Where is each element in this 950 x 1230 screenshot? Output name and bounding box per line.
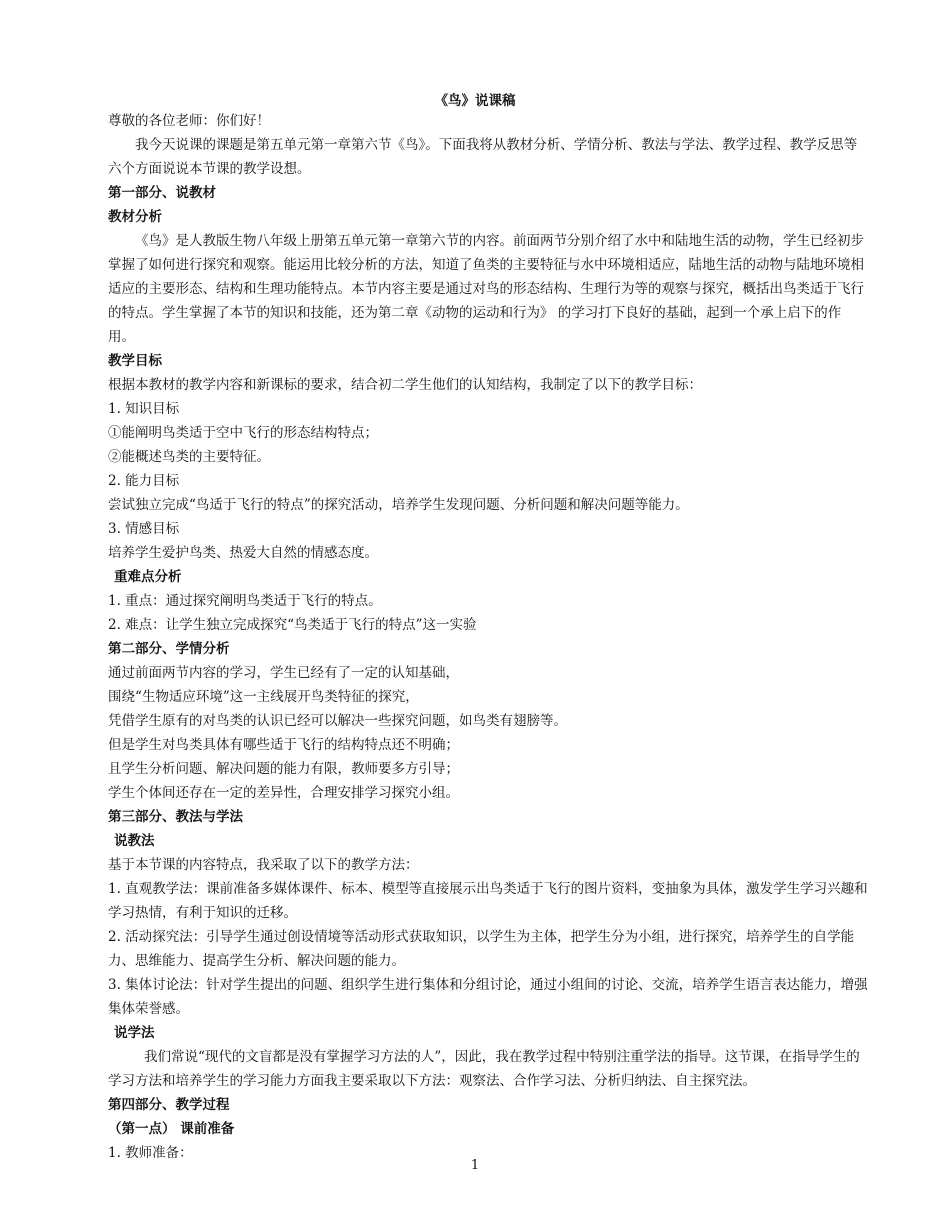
section-heading: 第二部分、学情分析: [108, 641, 230, 657]
page-number: 1: [470, 1158, 480, 1173]
document-body: [108, 109, 868, 1165]
paragraph: 2. 难点：让学生独立完成探究“鸟类适于飞行的特点”这一实验: [108, 617, 477, 633]
document-title: 《鸟》说课稿: [434, 93, 516, 109]
subsection-heading: 说教法: [114, 833, 155, 849]
section-heading: 第一部分、说教材: [108, 185, 216, 201]
section-heading: （第一点） 课前准备: [108, 1121, 235, 1137]
paragraph: 2. 活动探究法：引导学生通过创设情境等活动形式获取知识，以学生为主体，把学生分为小组，进行探究，培养学生的自学能力、思维能力、提高学生分析、解决问题的能力。: [108, 929, 855, 969]
paragraph: 学生个体间还存在一定的差异性，合理安排学习探究小组。: [108, 785, 459, 801]
paragraph: 基于本节课的内容特点，我采取了以下的教学方法：: [108, 857, 419, 873]
paragraph: 尝试独立完成“鸟适于飞行的特点”的探究活动，培养学生发现问题、分析问题和解决问题等能力。: [108, 497, 689, 513]
subsection-heading: 重难点分析: [114, 569, 182, 585]
section-heading: 第四部分、教学过程: [108, 1097, 230, 1113]
section-heading: 教材分析: [108, 209, 162, 225]
section-heading: 教学目标: [108, 353, 162, 369]
paragraph: 凭借学生原有的对鸟类的认识已经可以解决一些探究问题，如鸟类有翅膀等。: [108, 713, 567, 729]
paragraph: 3. 情感目标: [108, 521, 180, 537]
paragraph: 培养学生爱护鸟类、热爱大自然的情感态度。: [108, 545, 378, 561]
subsection-heading: 说学法: [114, 1025, 155, 1041]
paragraph: 且学生分析问题、解决问题的能力有限，教师要多方引导；: [108, 761, 459, 777]
paragraph: 但是学生对鸟类具体有哪些适于飞行的结构特点还不明确；: [108, 737, 459, 753]
paragraph: 我今天说课的课题是第五单元第一章第六节《鸟》。下面我将从教材分析、学情分析、教法与学法、教学过程、教学反思等六个方面说说本节课的教学设想。: [108, 137, 858, 177]
paragraph: 围绕“生物适应环境”这一主线展开鸟类特征的探究，: [108, 689, 419, 705]
paragraph: 《鸟》是人教版生物八年级上册第五单元第一章第六节的内容。前面两节分别介绍了水中和陆地生活的动物，学生已经初步掌握了如何进行探究和观察。能运用比较分析的方法，知道了鱼类的主要特征与水中环境相适应，陆地生活的动物与陆地环境相适应的主要形态、结构和生理功能特点。本节内容主要是通过对鸟的形态结构、生理行为等的观察与探究，概括出鸟类适于飞行的特点。学生掌握了本节的知识和技能，还为第二章《动物的运动和行为》 的学习打下良好的基础，起到一个承上启下的作用。: [108, 233, 864, 345]
paragraph: 1. 知识目标: [108, 401, 180, 417]
section-heading: 第三部分、教法与学法: [108, 809, 243, 825]
paragraph: 根据本教材的教学内容和新课标的要求，结合初二学生他们的认知结构，我制定了以下的教学目标：: [108, 377, 702, 393]
paragraph: 1. 重点：通过探究阐明鸟类适于飞行的特点。: [108, 593, 382, 609]
paragraph: ①能阐明鸟类适于空中飞行的形态结构特点；: [108, 425, 378, 441]
paragraph: ②能概述鸟类的主要特征。: [108, 449, 270, 465]
paragraph: 1. 直观教学法：课前准备多媒体课件、标本、模型等直接展示出鸟类适于飞行的图片资料，变抽象为具体，激发学生学习兴趣和学习热情，有利于知识的迁移。: [108, 881, 868, 921]
paragraph: 3. 集体讨论法：针对学生提出的问题、组织学生进行集体和分组讨论，通过小组间的讨论、交流，培养学生语言表达能力，增强集体荣誉感。: [108, 977, 868, 1017]
paragraph: 尊敬的各位老师：你们好！: [108, 113, 270, 129]
paragraph: 通过前面两节内容的学习，学生已经有了一定的认知基础，: [108, 665, 459, 681]
paragraph: 我们常说“现代的文盲都是没有掌握学习方法的人”，因此，我在教学过程中特别注重学法的指导。这节课，在指导学生的学习方法和培养学生的学习能力方面我主要采取以下方法：观察法、合作学习法、分析归纳法、自主探究法。: [108, 1049, 860, 1089]
paragraph: 2. 能力目标: [108, 473, 180, 489]
paragraph: 1. 教师准备：: [108, 1145, 193, 1161]
